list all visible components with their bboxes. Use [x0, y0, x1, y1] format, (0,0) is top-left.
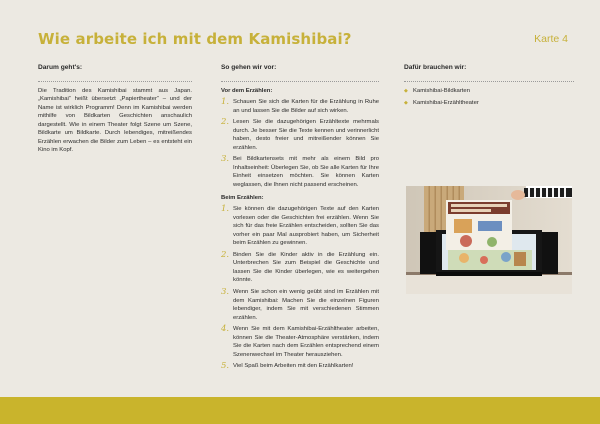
diamond-bullet-icon: ◆ [404, 87, 408, 94]
materials-heading: Dafür brauchen wir: [404, 64, 467, 71]
step-number: 2. [221, 117, 230, 128]
during-steps-list [221, 205, 379, 371]
list-item [221, 155, 379, 189]
step-text: Bei Bildkartensets mit mehr als einem Bild pro Inhaltseinheit: Überlegen Sie, ob Sie alle Karten für Ihre Einheit einsetzen möchten. Sie können Karten weglassen, die Ihnen nicht passend erscheinen. [233, 156, 379, 189]
story-card [446, 200, 512, 250]
step-text: Lesen Sie die dazugehörigen Erzähltexte mehrmals durch. Je besser Sie die Texte kennen und verinnerlicht haben, desto freier und mitreißender können Sie erzählen. [233, 119, 379, 151]
step-text: Sie können die dazugehörigen Texte auf den Karten vorlesen oder die Geschichten frei erzählen. Wenn Sie sich für das freie Erzählen entscheiden, sollten Sie das vorher ein paar Mal ausprobiert haben, um Sicherheit beim Erzählen zu gewinnen. [233, 206, 379, 247]
kamishibai-theater-illustration [406, 186, 572, 294]
before-steps-list [221, 98, 379, 189]
step-text: Wenn Sie schon ein wenig geübt sind im Erzählen mit dem Kamishibai: Machen Sie die einzelnen Figuren lebendiger, indem Sie mit verschiedenen Stimmen erzählen. [233, 289, 379, 321]
step-text: Viel Spaß beim Arbeiten mit den Erzählkarten! [233, 363, 354, 370]
step-text: Wenn Sie mit dem Kamishibai-Erzähltheater arbeiten, können Sie die Theater-Atmosphäre verstärken, indem Sie die Karten nach dem Erzählen entsprechend einem Szenenwechsel im Theater herausziehen. [233, 326, 379, 358]
list-item [221, 325, 379, 359]
list-item [221, 362, 379, 371]
step-text: Schauen Sie sich die Karten für die Erzählung in Ruhe an und lassen Sie die Bilder auf sich wirken. [233, 99, 379, 114]
material-label: Kamishibai-Erzähltheater [413, 100, 479, 107]
intro-heading: Darum geht's: [38, 64, 83, 71]
before-heading: Vor dem Erzählen: [221, 87, 273, 94]
list-item [221, 288, 379, 322]
list-item [221, 205, 379, 248]
step-number: 4. [221, 324, 230, 335]
footer-bar [0, 397, 600, 424]
card-scene [448, 250, 532, 270]
step-number: 1. [221, 204, 230, 215]
intro-divider [38, 81, 192, 82]
list-item [404, 87, 574, 96]
steps-divider [221, 81, 379, 82]
during-heading: Beim Erzählen: [221, 194, 264, 201]
steps-column [221, 64, 379, 374]
materials-divider [404, 81, 574, 82]
steps-heading: So gehen wir vor: [221, 64, 277, 71]
page-title: Wie arbeite ich mit dem Kamishibai? [38, 30, 352, 48]
intro-text: Die Tradition des Kamishibai stammt aus Japan. „Kamishibai“ heißt übersetzt „Papiertheater“ – und der Name ist wirklich Programm! Denn im Kamishibai werden mithilfe von Bildkarten Geschichten anschaulich dargestellt. Wie in einem Theater folgt Szene um Szene, Bildkarte um Bildkarte. Durch lebendiges, mitreißendes Erzählen erwachen die Bilder zum Leben – es entsteht ein Kino im Kopf. [38, 87, 192, 154]
intro-column [38, 64, 192, 155]
list-item [221, 118, 379, 152]
card-number: Karte 4 [534, 33, 568, 45]
diamond-bullet-icon: ◆ [404, 100, 408, 107]
materials-column [404, 64, 574, 112]
step-number: 2. [221, 249, 230, 260]
step-text: Binden Sie die Kinder aktiv in die Erzählung ein. Unterbrechen Sie zum Beispiel die Geschichte und lassen Sie die Kinder überlegen, wie es weitergehen könnte. [233, 251, 379, 284]
material-label: Kamishibai-Bildkarten [413, 87, 470, 94]
step-number: 3. [221, 154, 230, 165]
step-number: 1. [221, 97, 230, 108]
list-item [221, 98, 379, 115]
step-number: 3. [221, 287, 230, 298]
list-item [404, 99, 574, 108]
step-number: 5. [221, 361, 230, 372]
list-item [221, 251, 379, 285]
materials-list [404, 87, 574, 108]
kamishibai-photo [406, 186, 572, 294]
